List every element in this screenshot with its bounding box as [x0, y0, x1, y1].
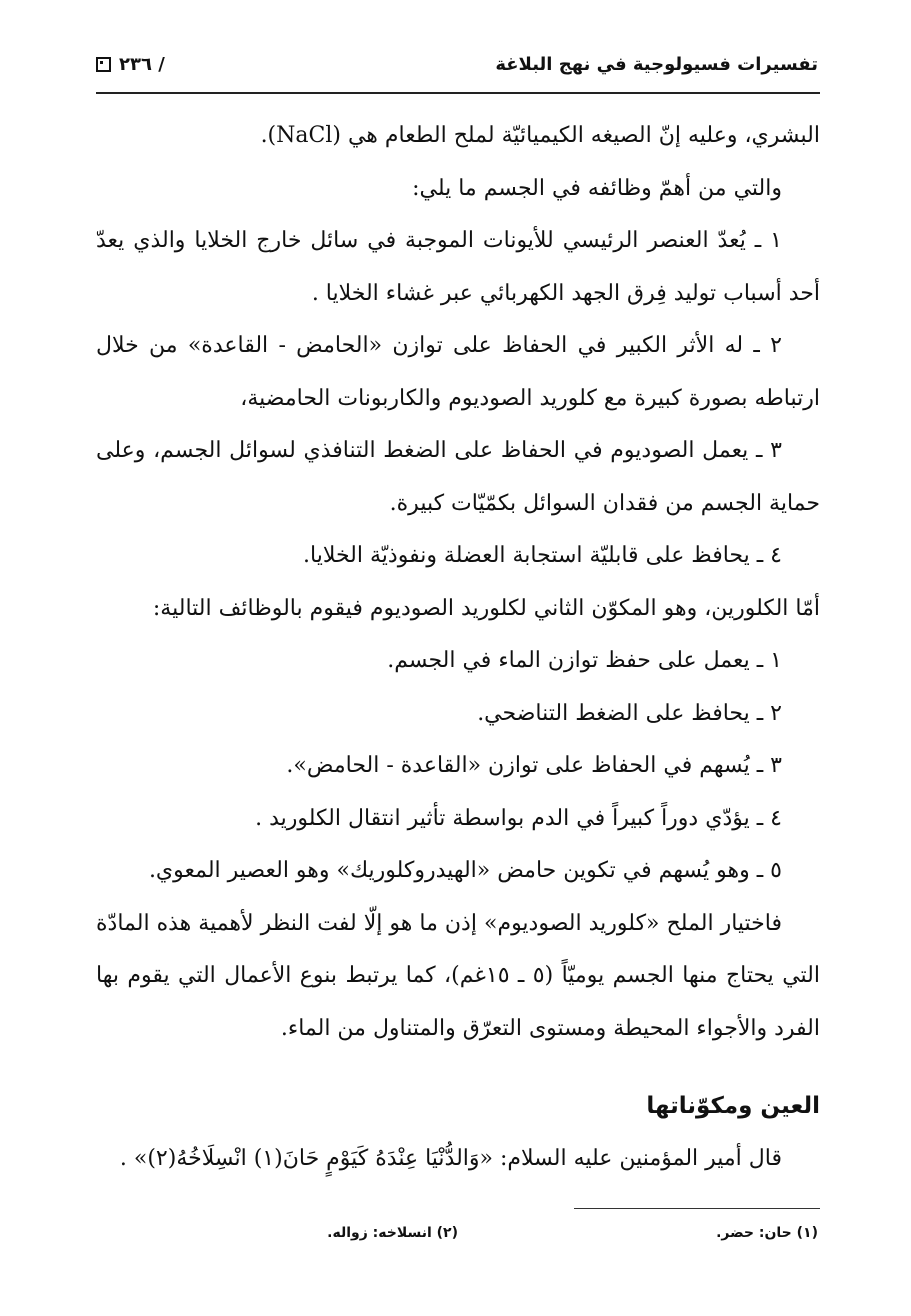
- footnote-divider: [574, 1208, 820, 1209]
- list-item: ١ ـ يعمل على حفظ توازن الماء في الجسم.: [387, 648, 782, 673]
- list-item: ٤ ـ يحافظ على قابليّة استجابة العضلة ونفوذيّة الخلايا.: [303, 543, 782, 568]
- list-item: ١ ـ يُعدّ العنصر الرئيسي للأيونات الموجبة في سائل خارج الخلايا والذي يعدّ أحد أسباب توليد فِرق الجهد الكهربائي عبر غشاء الخلايا .: [96, 228, 820, 306]
- page-number: ٢٣٦ /: [119, 54, 165, 75]
- quote-paragraph: قال أمير المؤمنين عليه السلام: «وَالدُّنْيَا عِنْدَهُ كَيَوْمٍ حَانَ(١) انْسِلَاخُهُ(٢)» .: [119, 1146, 782, 1171]
- list-item: ٢ ـ يحافظ على الضغط التناضحي.: [477, 700, 782, 726]
- list-item: ٥ ـ وهو يُسهم في تكوين حامض «الهيدروكلوريك» وهو العصير المعوي.: [148, 858, 782, 883]
- paragraph: أمّا الكلورين، وهو المكوّن الثاني لكلوريد الصوديوم فيقوم بالوظائف التالية:: [152, 595, 820, 621]
- square-bullet-icon: [96, 57, 111, 72]
- list-item: ٤ ـ يؤدّي دوراً كبيراً في الدم بواسطة تأثير انتقال الكلوريد .: [255, 805, 782, 831]
- paragraph: والتي من أهمّ وظائفه في الجسم ما يلي:: [412, 175, 782, 201]
- list-item: ٣ ـ يُسهم في الحفاظ على توازن «القاعدة - الحامض».: [286, 753, 782, 778]
- paragraph: البشري، وعليه إنّ الصيغه الكيميائيّة لملح الطعام هي (NaCl).: [260, 123, 820, 148]
- list-item: ٢ ـ له الأثر الكبير في الحفاظ على توازن «الحامض - القاعدة» من خلال ارتباطه بصورة كبيرة مع كلوريد الصوديوم والكاربونات الحامضية،: [96, 333, 820, 411]
- footnotes: [96, 1225, 818, 1255]
- footnote-2: (٢) انسلاخه: زواله.: [327, 1225, 458, 1241]
- main-text: [96, 110, 820, 1055]
- list-item: ٣ ـ يعمل الصوديوم في الحفاظ على الضغط التنافذي لسوائل الجسم، وعلى حماية الجسم من فقدان السوائل بكمّيّات كبيرة.: [96, 438, 820, 516]
- section-heading: العين ومكوّناتها: [646, 1093, 820, 1119]
- page-header: [96, 52, 818, 84]
- footnote-1: (١) حان: حضر.: [716, 1225, 818, 1241]
- paragraph: فاختيار الملح «كلوريد الصوديوم» إذن ما هو إلّا لفت النظر لأهمية هذه المادّة التي يحتاج منها الجسم يوميّاً (٥ ـ ١٥غم)، كما يرتبط بنوع الأعمال التي يقوم بها الفرد والأجواء المحيطة ومستوى التعرّق والمتناول من الماء.: [96, 910, 820, 1041]
- running-title: تفسيرات فسيولوجية في نهج البلاغة: [495, 54, 818, 75]
- header-divider: [96, 92, 820, 94]
- page-number-group: [96, 54, 165, 75]
